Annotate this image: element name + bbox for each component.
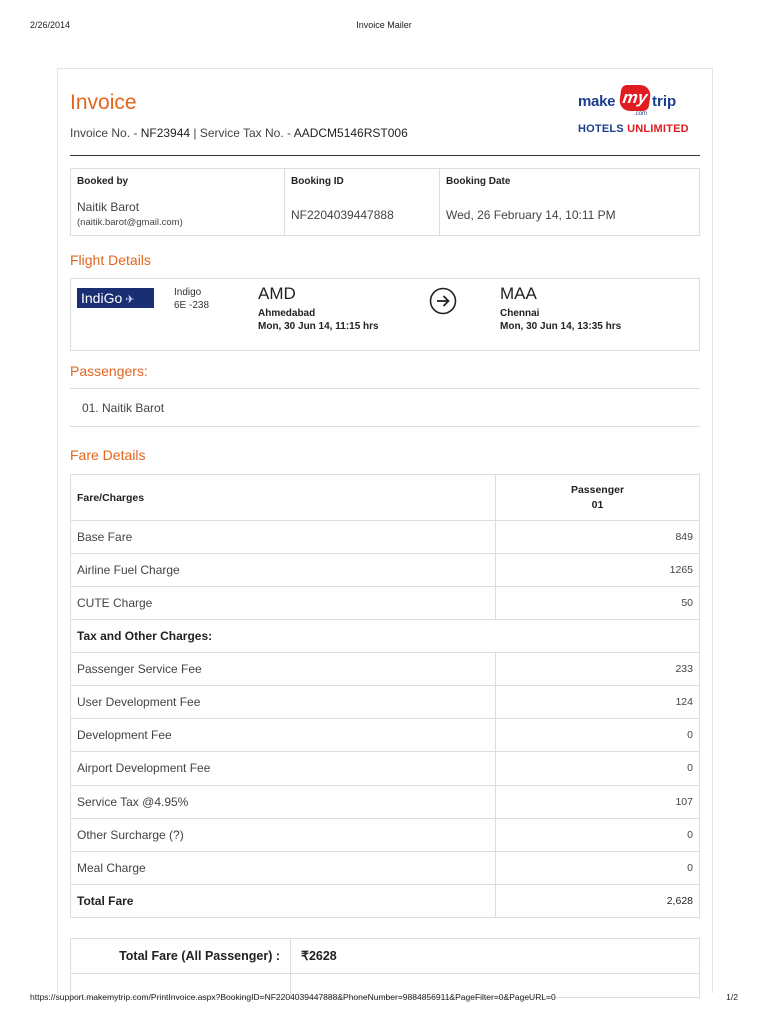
- logo-hotels-unlimited: HOTELS UNLIMITED: [578, 123, 689, 135]
- indigo-logo: IndiGo ✈: [77, 288, 154, 308]
- table-row: Meal Charge 0: [71, 851, 700, 884]
- passenger-list: [70, 388, 700, 427]
- table-row: Other Surcharge (?) 0: [71, 818, 700, 851]
- print-url: https://support.makemytrip.com/PrintInvoice.aspx?BookingID=NF2204039447888&PhoneNumber=9884856911&PageFilter=0&PageURL=0: [30, 992, 556, 1002]
- origin-code: AMD: [258, 284, 296, 303]
- flight-number: 6E -238: [174, 300, 210, 311]
- departure-time: Mon, 30 Jun 14, 11:15 hrs: [258, 321, 379, 332]
- booking-id-label: Booking ID: [291, 176, 344, 187]
- makemytrip-logo: [576, 81, 701, 139]
- passenger-header: Passenger 01: [496, 475, 700, 521]
- total-all-passenger-box: [70, 938, 700, 998]
- booking-date: Wed, 26 February 14, 10:11 PM: [446, 208, 616, 222]
- arrival-time: Mon, 30 Jun 14, 13:35 hrs: [500, 321, 622, 332]
- invoice-subtitle: [70, 126, 408, 140]
- destination-city: Chennai: [500, 308, 540, 319]
- invoice-no: NF23944: [140, 126, 191, 140]
- booked-by-email: (naitik.barot@gmail.com): [77, 217, 183, 228]
- passengers-title: Passengers:: [70, 363, 148, 379]
- table-row: CUTE Charge 50: [71, 587, 700, 620]
- logo-trip: trip: [652, 93, 677, 110]
- separator: |: [190, 126, 200, 140]
- booking-info-table: [70, 168, 700, 236]
- table-row: Tax and Other Charges:: [71, 620, 700, 653]
- flight-details-title: Flight Details: [70, 252, 151, 268]
- destination-code: MAA: [500, 284, 537, 303]
- fare-table: [70, 474, 700, 918]
- booking-date-cell: [440, 169, 699, 235]
- invoice-title: Invoice: [70, 91, 137, 114]
- total-all-label: Total Fare (All Passenger) :: [71, 939, 291, 974]
- print-header: [30, 20, 738, 32]
- fare-charges-header: Fare/Charges: [71, 475, 496, 521]
- table-row: Airline Fuel Charge 1265: [71, 554, 700, 587]
- fare-header-row: [71, 475, 700, 521]
- origin-city: Ahmedabad: [258, 308, 316, 319]
- logo-my: my: [618, 85, 652, 111]
- total-fare-row: Total Fare 2,628: [71, 884, 700, 917]
- logo-com: .com: [634, 111, 648, 117]
- fare-details-title: Fare Details: [70, 447, 146, 463]
- table-row: Base Fare 849: [71, 521, 700, 554]
- print-date: 2/26/2014: [30, 20, 71, 30]
- passenger-item: 01. Naitik Barot: [82, 401, 165, 415]
- booking-id: NF2204039447888: [291, 208, 394, 222]
- print-title: Invoice Mailer: [356, 20, 412, 30]
- logo-make: make: [578, 93, 616, 110]
- booking-id-cell: [285, 169, 440, 235]
- table-row: Passenger Service Fee 233: [71, 653, 700, 686]
- booking-date-label: Booking Date: [446, 176, 511, 187]
- table-row: Development Fee 0: [71, 719, 700, 752]
- table-row: Service Tax @4.95% 107: [71, 785, 700, 818]
- service-tax-no: AADCM5146RST006: [293, 126, 408, 140]
- total-all-value: ₹2628: [291, 939, 699, 974]
- plane-icon: ✈: [125, 294, 135, 306]
- booked-by-label: Booked by: [77, 176, 129, 187]
- airline-name: Indigo: [174, 287, 202, 298]
- table-row: Airport Development Fee 0: [71, 752, 700, 785]
- page-number: 1/2: [726, 992, 738, 1002]
- booked-by-name: Naitik Barot: [77, 200, 140, 214]
- flight-details-box: [70, 278, 700, 351]
- booked-by-cell: [71, 169, 285, 235]
- invoice-no-label: Invoice No. -: [70, 126, 141, 140]
- print-footer: [30, 992, 738, 1004]
- arrow-right-circle-icon: [429, 287, 457, 315]
- invoice-card: [57, 68, 713, 993]
- service-tax-label: Service Tax No. -: [199, 126, 294, 140]
- table-row: User Development Fee 124: [71, 686, 700, 719]
- header-divider: [70, 155, 700, 156]
